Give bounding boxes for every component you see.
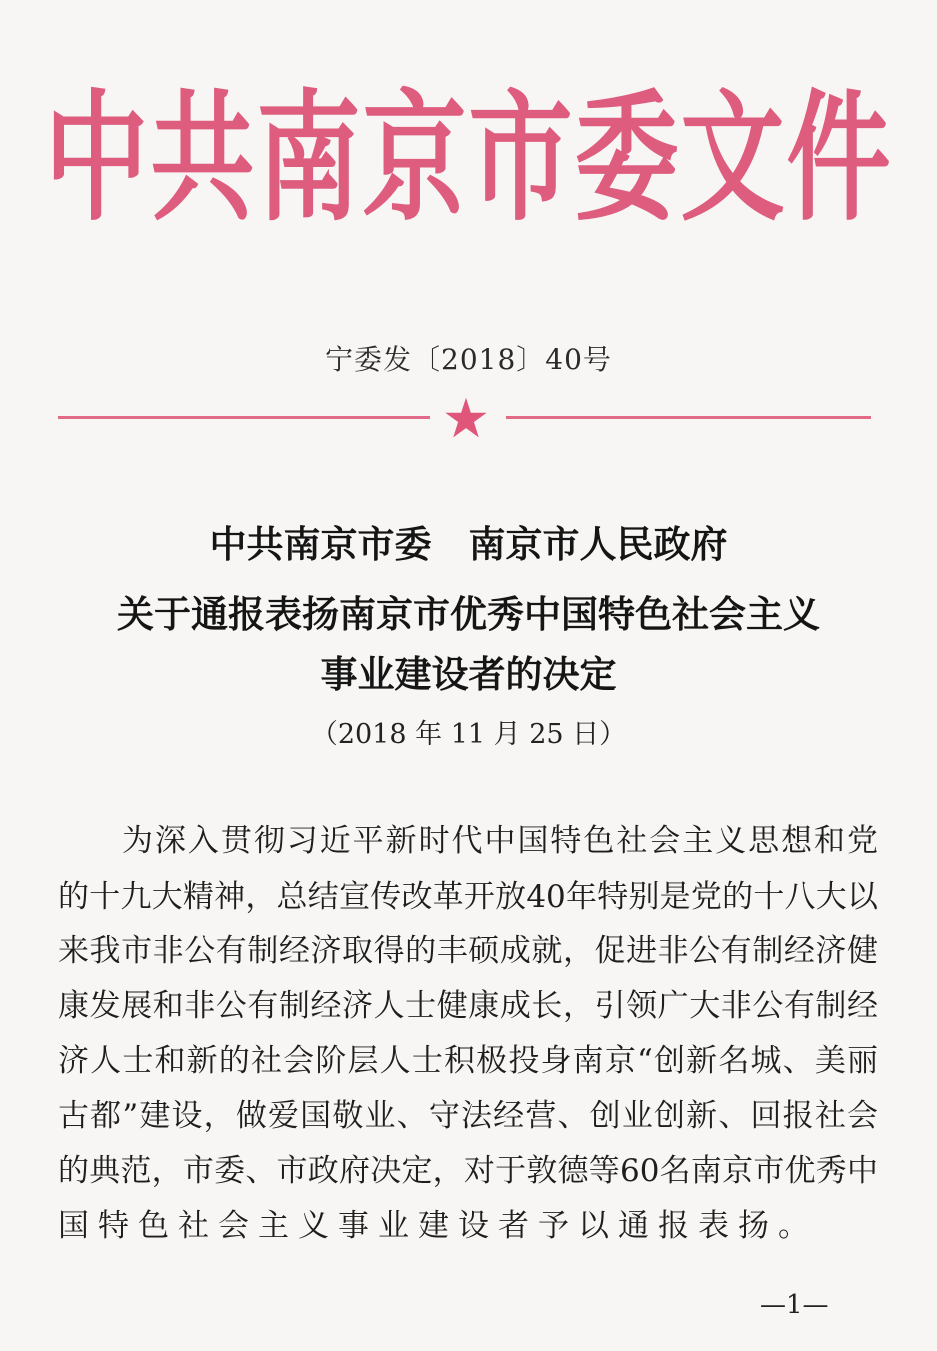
body-text-line: 古都”建设，做爱国敬业、守法经营、创业创新、回报社会 — [58, 1098, 878, 1134]
document-date: （2018 年 11 月 25 日） — [310, 719, 627, 750]
body-text-line: 康发展和非公有制经济人士健康成长，引领广大非公有制经 — [58, 988, 878, 1024]
document-number: 宁委发〔2018〕40号 — [325, 343, 612, 376]
document-title-line-3: 事业建设者的决定 — [320, 652, 617, 696]
page-number: —1— — [760, 1290, 829, 1320]
body-text-line: 济人士和新的社会阶层人士积极投身南京“创新名城、美丽 — [58, 1043, 878, 1079]
body-text-line: 国特色社会主义事业建设者予以通报表扬。 — [58, 1208, 818, 1244]
body-text-line: 来我市非公有制经济取得的丰硕成就，促进非公有制经济健 — [58, 933, 878, 969]
separator-rule-right — [506, 416, 871, 419]
body-text-line: 的十九大精神，总结宣传改革开放40年特别是党的十八大以 — [58, 879, 878, 915]
body-text-line: 的典范，市委、市政府决定，对于敦德等60名南京市优秀中 — [58, 1153, 878, 1189]
star-icon — [444, 396, 488, 440]
body-text-line: 为深入贯彻习近平新时代中国特色社会主义思想和党 — [122, 823, 878, 859]
document-masthead: 中共南京市委文件 — [44, 74, 893, 241]
document-title-line-2: 关于通报表扬南京市优秀中国特色社会主义 — [117, 592, 820, 636]
document-title-line-1: 中共南京市委 南京市人民政府 — [209, 522, 728, 566]
separator-rule-left — [58, 416, 430, 419]
